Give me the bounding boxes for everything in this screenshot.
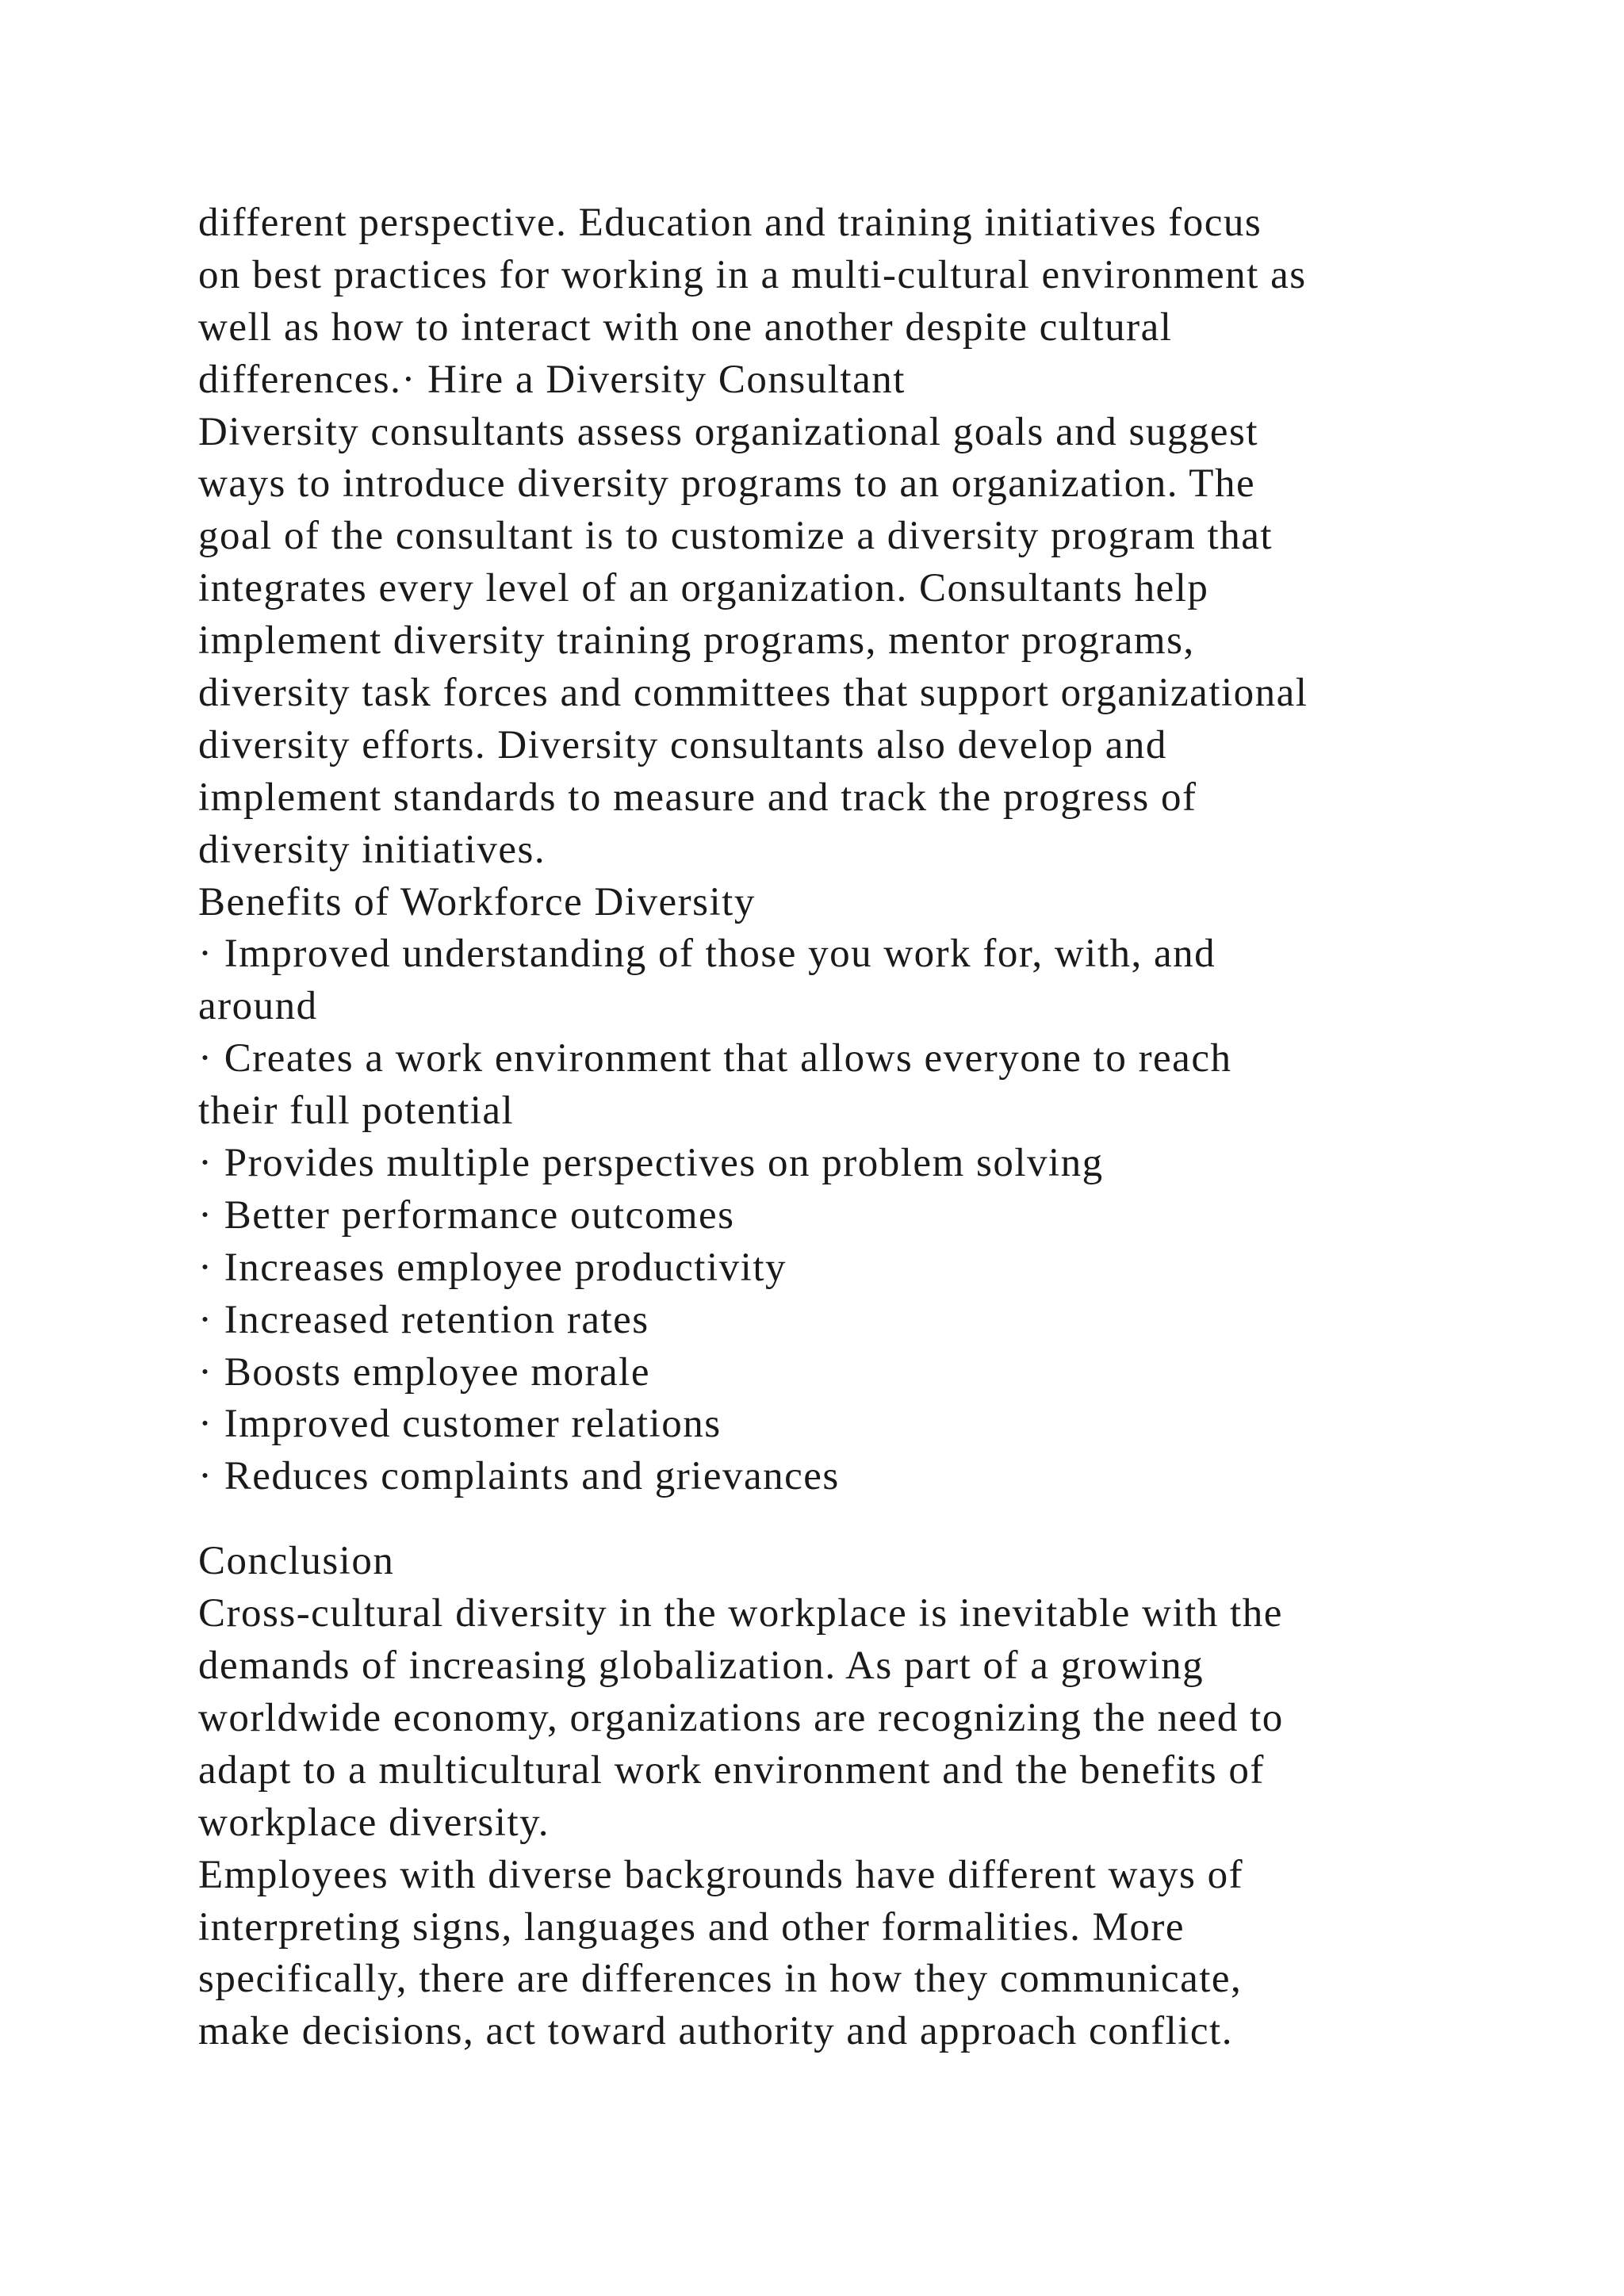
- text-line: goal of the consultant is to customize a diversity program that: [198, 514, 1274, 559]
- text-line: integrates every level of an organization. Consultants help: [198, 566, 1209, 611]
- text-line: differences.· Hire a Diversity Consultant: [198, 357, 906, 402]
- text-line: Employees with diverse backgrounds have different ways of: [198, 1852, 1244, 1897]
- bullet-item: · Reduces complaints and grievances: [198, 1454, 840, 1499]
- bullet-item: · Improved customer relations: [198, 1402, 722, 1447]
- text-line: different perspective. Education and training initiatives focus: [198, 201, 1262, 245]
- section-heading: Conclusion: [198, 1539, 395, 1584]
- text-line: make decisions, act toward authority and approach conflict.: [198, 2009, 1233, 2054]
- text-line: ways to introduce diversity programs to an organization. The: [198, 461, 1256, 507]
- bullet-item-continuation: around: [198, 984, 318, 1029]
- text-line: demands of increasing globalization. As part of a growing: [198, 1644, 1205, 1689]
- text-line: on best practices for working in a multi-cultural environment as: [198, 252, 1307, 297]
- bullet-item: · Improved understanding of those you work for, with, and: [198, 932, 1216, 977]
- text-line: well as how to interact with one another despite cultural: [198, 304, 1173, 350]
- text-line: diversity efforts. Diversity consultants also develop and: [198, 722, 1167, 767]
- text-line: worldwide economy, organizations are recognizing the need to: [198, 1695, 1284, 1740]
- text-line: Cross-cultural diversity in the workplace is inevitable with the: [198, 1591, 1283, 1636]
- text-line: specifically, there are differences in how they communicate,: [198, 1957, 1243, 2002]
- text-line: diversity task forces and committees that support organizational: [198, 671, 1308, 716]
- bullet-item: · Creates a work environment that allows everyone to reach: [198, 1036, 1232, 1081]
- bullet-item: · Provides multiple perspectives on problem solving: [198, 1141, 1104, 1186]
- bullet-item: · Increases employee productivity: [198, 1245, 787, 1290]
- blank-line-spacer: [198, 1503, 1507, 1536]
- text-line: adapt to a multicultural work environment and the benefits of: [198, 1747, 1265, 1793]
- bullet-item: · Boosts employee morale: [198, 1349, 650, 1395]
- text-line: interpreting signs, languages and other formalities. More: [198, 1904, 1185, 1950]
- text-line: diversity initiatives.: [198, 827, 546, 872]
- text-line: Diversity consultants assess organizational goals and suggest: [198, 409, 1259, 454]
- text-line: workplace diversity.: [198, 1800, 550, 1845]
- text-line: implement diversity training programs, mentor programs,: [198, 618, 1195, 664]
- bullet-item: · Increased retention rates: [198, 1297, 649, 1342]
- document-text: [198, 197, 1507, 2058]
- bullet-item: · Better performance outcomes: [198, 1192, 735, 1238]
- text-line: implement standards to measure and track the progress of: [198, 775, 1197, 820]
- bullet-item-continuation: their full potential: [198, 1089, 515, 1134]
- section-heading: Benefits of Workforce Diversity: [198, 879, 756, 924]
